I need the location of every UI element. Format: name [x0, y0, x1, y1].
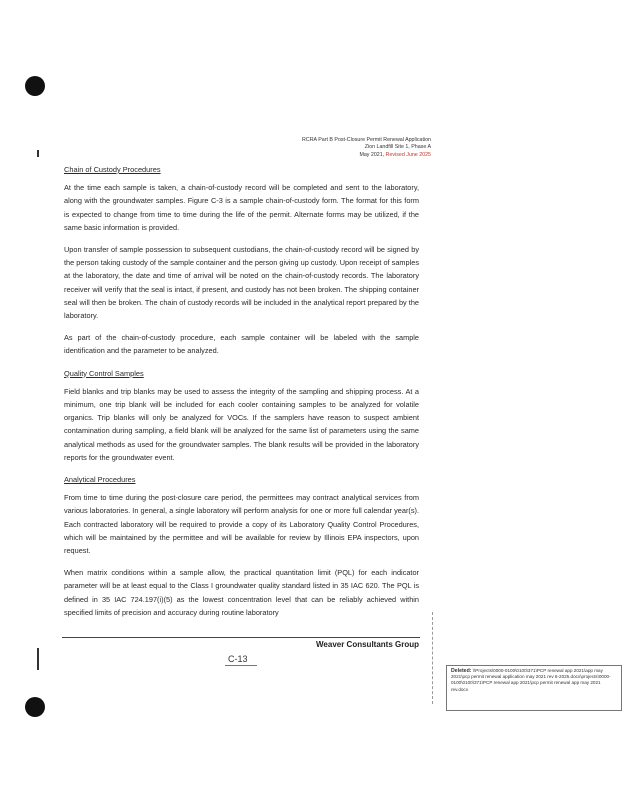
margin-mark-bottom — [37, 648, 39, 670]
paragraph: Upon transfer of sample possession to subsequent custodians, the chain-of-custody record will be signed by the person taking custody of the sample container and the person giving up custody. Upon receipt of samples at the laboratory, the date and time of arrival will be noted on the chain-of-custody records. The laboratory receiver will verify that the seal is intact, if present, and custody has not been broken. The shipping container seal will then be broken. The chain of custody records will be included in the analytical report prepared by the laboratory. — [64, 245, 419, 321]
header-line-3 — [302, 152, 431, 159]
paragraph: At the time each sample is taken, a chain-of-custody record will be completed and sent to the laboratory, along with the groundwater samples. Figure C-3 is a sample chain-of-custody form. The format for this form is expected to change from time to time during the life of the permit. Alternate forms may be utilized, if the same basic information is provided. — [64, 183, 419, 232]
binder-hole-top — [25, 76, 45, 96]
header-line-1: RCRA Part B Post-Closure Permit Renewal Application — [302, 137, 431, 143]
header-line-2: Zion Landfill Site 1, Phase A — [364, 144, 431, 151]
paragraph: When matrix conditions within a sample allow, the practical quantitation limit (PQL) for each indicator parameter will be at least equal to the Class I groundwater quality standard listed in 35 IAC 620. The PQL is defined in 35 IAC 724.197(i)(5) as the lowest concentration level that can be reliably achieved within specified limits of precision and accuracy during routine laboratory — [64, 568, 419, 617]
track-changes-comment[interactable] — [446, 665, 622, 711]
section-heading-chain-of-custody: Chain of Custody Procedures — [64, 165, 161, 174]
comment-connector — [432, 612, 433, 704]
comment-text: \\Projects\0000-0100\0100\371\PCP renewal app 2021\app may 2021\pcp permit renewal application may 2021 rev 6-2025.docx\projects\0000-0100\0100\371\PCP renewal app 2021\pcp permit renewal app may 2021 rev.docx — [451, 668, 611, 692]
section-heading-quality-control: Quality Control Samples — [64, 368, 144, 378]
paragraph: From time to time during the post-closure care period, the permittees may contract analytical services from various laboratories. In general, a single laboratory will perform analysis for one or more full calendar year(s). Each contracted laboratory will be required to provide a copy of its Laboratory Quality Control Procedures, which will be maintained by the permittee and will be available for review by Illinois EPA inspectors, upon request. — [64, 493, 419, 556]
comment-label: Deleted: — [451, 668, 472, 674]
section-heading-analytical: Analytical Procedures — [64, 475, 136, 485]
header-date: May 2021, — [359, 151, 385, 158]
footer-rule — [62, 637, 420, 638]
margin-mark-top — [37, 150, 39, 157]
page-number: C-13 — [228, 654, 248, 664]
paragraph: As part of the chain-of-custody procedure, each sample container will be labeled with the sample identification and the parameter to be analyzed. — [64, 333, 419, 356]
company-name: Weaver Consultants Group — [316, 640, 419, 649]
paragraph: Field blanks and trip blanks may be used to assess the integrity of the sampling and shipping process. At a minimum, one trip blank will be included for each cooler containing samples to be analyzed for volatile organics. Trip blanks will only be analyzed for VOCs. If the samplers have reason to suspect ambient contamination during sampling, a field blank will be analyzed for the same list of parameters using the same analytical methods as used for the groundwater samples. The blank results will be provided in the laboratory reports for the groundwater event. — [64, 386, 419, 462]
document-body — [64, 163, 419, 628]
binder-hole-bottom — [25, 697, 45, 717]
document-header — [302, 137, 431, 159]
page-number-underline — [225, 665, 257, 666]
header-revised: Revised June 2025 — [384, 151, 431, 158]
